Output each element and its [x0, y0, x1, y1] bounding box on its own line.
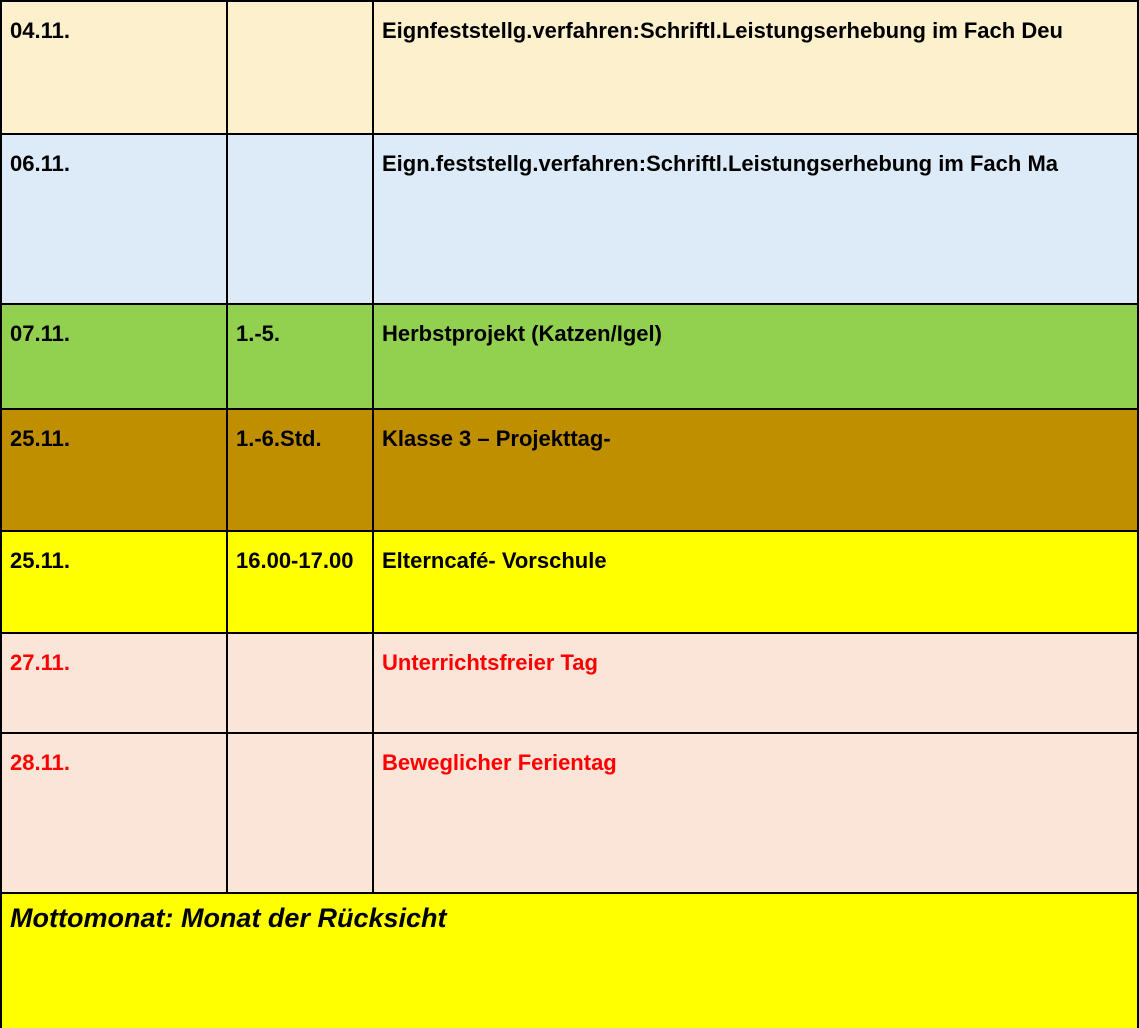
- table-row: [1, 304, 1138, 409]
- date-cell: 25.11.: [1, 409, 227, 531]
- event-cell: Klasse 3 – Projekttag-: [373, 409, 1138, 531]
- event-cell: Unterrichtsfreier Tag: [373, 633, 1138, 733]
- table-row: [1, 1, 1138, 134]
- table-row: [1, 409, 1138, 531]
- time-cell: 16.00-17.00: [227, 531, 373, 633]
- date-cell: 25.11.: [1, 531, 227, 633]
- time-cell: [227, 733, 373, 893]
- time-cell: 1.-5.: [227, 304, 373, 409]
- table-row: [1, 733, 1138, 893]
- event-cell: Elterncafé- Vorschule: [373, 531, 1138, 633]
- motto-row: [1, 893, 1138, 1028]
- event-cell: Beweglicher Ferientag: [373, 733, 1138, 893]
- motto-cell: Mottomonat: Monat der Rücksicht: [1, 893, 1138, 1028]
- table-row: [1, 633, 1138, 733]
- time-cell: [227, 1, 373, 134]
- event-cell: Eignfeststellg.verfahren:Schriftl.Leistungserhebung im Fach Deu: [373, 1, 1138, 134]
- time-cell: 1.-6.Std.: [227, 409, 373, 531]
- time-cell: [227, 633, 373, 733]
- table-row: [1, 531, 1138, 633]
- date-cell: 07.11.: [1, 304, 227, 409]
- date-cell: 28.11.: [1, 733, 227, 893]
- date-cell: 04.11.: [1, 1, 227, 134]
- time-cell: [227, 134, 373, 304]
- date-cell: 06.11.: [1, 134, 227, 304]
- event-cell: Herbstprojekt (Katzen/Igel): [373, 304, 1138, 409]
- event-cell: Eign.feststellg.verfahren:Schriftl.Leistungserhebung im Fach Ma: [373, 134, 1138, 304]
- date-cell: 27.11.: [1, 633, 227, 733]
- table-row: [1, 134, 1138, 304]
